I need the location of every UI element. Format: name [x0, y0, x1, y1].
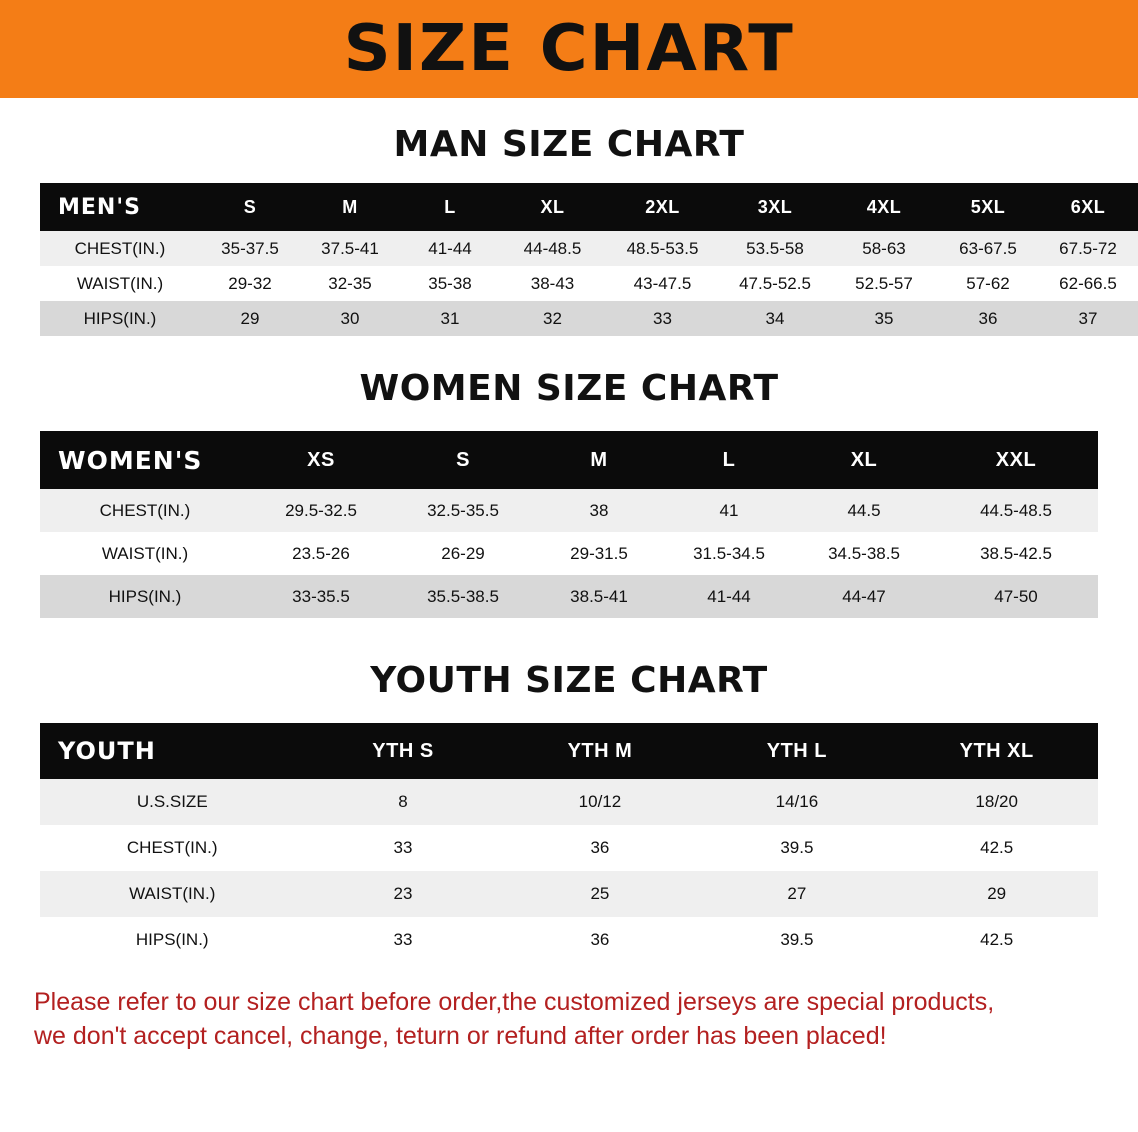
- disclaimer-line-1: Please refer to our size chart before order,the customized jerseys are special products,: [34, 988, 995, 1016]
- cell: 44.5-48.5: [934, 489, 1098, 532]
- table-row: [40, 825, 1098, 871]
- table-row: [40, 575, 1098, 618]
- cell: 14/16: [698, 779, 895, 825]
- row-label: U.S.SIZE: [40, 779, 305, 825]
- women-header-row: [40, 431, 1098, 489]
- women-header-cell: S: [456, 448, 470, 471]
- row-label: WAIST(IN.): [40, 532, 250, 575]
- table-row: [40, 779, 1098, 825]
- cell: 52.5-57: [830, 266, 938, 301]
- cell: 53.5-58: [720, 231, 830, 266]
- cell: 42.5: [895, 917, 1098, 963]
- cell: 41-44: [664, 575, 794, 618]
- cell: 57-62: [938, 266, 1038, 301]
- cell: 34.5-38.5: [794, 532, 934, 575]
- cell: 29: [895, 871, 1098, 917]
- cell: 48.5-53.5: [605, 231, 720, 266]
- cell: 27: [698, 871, 895, 917]
- women-header-cell: M: [590, 448, 608, 471]
- women-header-cell: L: [722, 448, 736, 471]
- cell: 8: [305, 779, 502, 825]
- table-row: [40, 266, 1138, 301]
- cell: 32: [500, 301, 605, 336]
- cell: 47-50: [934, 575, 1098, 618]
- man-header-cell: 6XL: [1070, 196, 1106, 217]
- cell: 44-47: [794, 575, 934, 618]
- cell: 67.5-72: [1038, 231, 1138, 266]
- cell: 36: [501, 825, 698, 871]
- cell: 35-37.5: [200, 231, 300, 266]
- table-row: [40, 532, 1098, 575]
- cell: 35.5-38.5: [392, 575, 534, 618]
- man-table-wrap: [40, 183, 1117, 336]
- cell: 30: [300, 301, 400, 336]
- cell: 33: [605, 301, 720, 336]
- disclaimer-note: [34, 985, 1104, 1053]
- row-label: CHEST(IN.): [40, 825, 305, 871]
- cell: 35: [830, 301, 938, 336]
- cell: 42.5: [895, 825, 1098, 871]
- man-section-title: MAN SIZE CHART: [393, 124, 745, 165]
- cell: 33: [305, 917, 502, 963]
- cell: 32-35: [300, 266, 400, 301]
- man-header-cell: XL: [540, 196, 565, 217]
- table-row: [40, 871, 1098, 917]
- youth-header-cell: YTH S: [372, 739, 434, 762]
- banner: [0, 0, 1138, 98]
- cell: 39.5: [698, 917, 895, 963]
- youth-section-title: YOUTH SIZE CHART: [370, 660, 768, 701]
- row-label: CHEST(IN.): [40, 231, 200, 266]
- man-header-cell: MEN'S: [58, 194, 141, 220]
- table-row: [40, 489, 1098, 532]
- cell: 43-47.5: [605, 266, 720, 301]
- row-label: HIPS(IN.): [40, 301, 200, 336]
- cell: 23: [305, 871, 502, 917]
- cell: 36: [501, 917, 698, 963]
- cell: 29-32: [200, 266, 300, 301]
- cell: 29: [200, 301, 300, 336]
- cell: 29.5-32.5: [250, 489, 392, 532]
- cell: 31.5-34.5: [664, 532, 794, 575]
- youth-header-cell: YTH M: [567, 739, 633, 762]
- cell: 37: [1038, 301, 1138, 336]
- man-header-cell: S: [243, 196, 257, 217]
- cell: 31: [400, 301, 500, 336]
- cell: 37.5-41: [300, 231, 400, 266]
- women-header-cell: WOMEN'S: [58, 445, 203, 475]
- row-label: WAIST(IN.): [40, 266, 200, 301]
- women-header-cell: XS: [307, 448, 335, 471]
- cell: 44-48.5: [500, 231, 605, 266]
- cell: 58-63: [830, 231, 938, 266]
- man-header-cell: 4XL: [866, 196, 902, 217]
- women-table-wrap: [40, 431, 1098, 618]
- cell: 29-31.5: [534, 532, 664, 575]
- youth-header-cell: YTH XL: [959, 739, 1034, 762]
- man-header-cell: 3XL: [757, 196, 793, 217]
- man-size-table: [40, 183, 1138, 336]
- cell: 10/12: [501, 779, 698, 825]
- cell: 36: [938, 301, 1038, 336]
- disclaimer-line-2: we don't accept cancel, change, teturn or refund after order has been placed!: [34, 1022, 887, 1050]
- cell: 26-29: [392, 532, 534, 575]
- cell: 38.5-42.5: [934, 532, 1098, 575]
- row-label: HIPS(IN.): [40, 575, 250, 618]
- row-label: WAIST(IN.): [40, 871, 305, 917]
- man-header-cell: 5XL: [970, 196, 1006, 217]
- man-header-cell: L: [444, 196, 456, 217]
- cell: 34: [720, 301, 830, 336]
- women-section-title: WOMEN SIZE CHART: [359, 368, 779, 409]
- table-row: [40, 231, 1138, 266]
- cell: 44.5: [794, 489, 934, 532]
- table-row: [40, 301, 1138, 336]
- man-header-cell: M: [342, 196, 358, 217]
- women-size-table: [40, 431, 1098, 618]
- cell: 39.5: [698, 825, 895, 871]
- youth-header-cell: YOUTH: [58, 737, 156, 765]
- cell: 18/20: [895, 779, 1098, 825]
- youth-header-cell: YTH L: [766, 739, 828, 762]
- cell: 32.5-35.5: [392, 489, 534, 532]
- banner-title: SIZE CHART: [343, 12, 795, 86]
- youth-header-row: [40, 723, 1098, 779]
- cell: 63-67.5: [938, 231, 1038, 266]
- cell: 38.5-41: [534, 575, 664, 618]
- man-header-cell: 2XL: [645, 196, 680, 217]
- row-label: HIPS(IN.): [40, 917, 305, 963]
- cell: 41-44: [400, 231, 500, 266]
- cell: 25: [501, 871, 698, 917]
- row-label: CHEST(IN.): [40, 489, 250, 532]
- cell: 62-66.5: [1038, 266, 1138, 301]
- youth-table-wrap: [40, 723, 1098, 963]
- women-header-cell: XXL: [995, 448, 1037, 471]
- man-header-row: [40, 183, 1138, 231]
- table-row: [40, 917, 1098, 963]
- cell: 38: [534, 489, 664, 532]
- cell: 33: [305, 825, 502, 871]
- cell: 33-35.5: [250, 575, 392, 618]
- cell: 38-43: [500, 266, 605, 301]
- cell: 23.5-26: [250, 532, 392, 575]
- women-header-cell: XL: [850, 448, 878, 471]
- cell: 47.5-52.5: [720, 266, 830, 301]
- youth-size-table: [40, 723, 1098, 963]
- cell: 41: [664, 489, 794, 532]
- cell: 35-38: [400, 266, 500, 301]
